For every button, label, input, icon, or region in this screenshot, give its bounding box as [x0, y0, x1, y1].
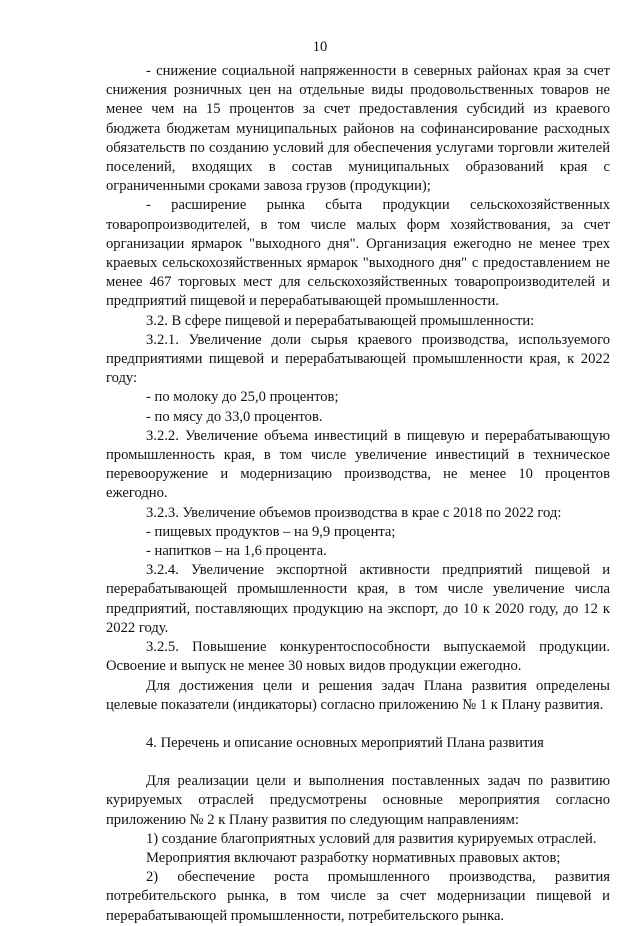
list-item-milk: - по молоку до 25,0 процентов;: [146, 389, 339, 406]
paragraph-main-activities: Для реализации цели и выполнения поставленных задач по развитию курируемых отраслей предусмотрены основные мероприятия согласно приложению № 2 к Плану развития по следующим направлениям:: [106, 773, 610, 828]
list-item-industrial-growth: 2) обеспечение роста промышленного производства, развития потребительского рынка, в том числе за счет модернизации пищевой и перерабатывающей промышленности, потребительского рынка.: [106, 869, 610, 924]
paragraph-reduce-social-tension: - снижение социальной напряженности в северных районах края за счет снижения розничных цен на отдельные виды продовольственных товаров не менее чем на 15 процентов за счет предоставления субсидий из краевого бюджета бюджетам муниципальных районов на софинансирование расходных обязательств по созданию условий для обеспечения услугами торговли жителей поселений, входящих в состав муниципальных образований края с ограниченными сроками завоза грузов (продукции);: [106, 63, 610, 195]
paragraph-3-2-1: 3.2.1. Увеличение доли сырья краевого производства, используемого предприятиями пищевой и перерабатывающей промышленности края, к 2022 году:: [106, 331, 610, 387]
paragraph-3-2-3: 3.2.3. Увеличение объемов производства в крае с 2018 по 2022 год:: [146, 504, 562, 521]
paragraph-3-2-5: 3.2.5. Повышение конкурентоспособности выпускаемой продукции. Освоение и выпуск не менее 30 новых видов продукции ежегодно.: [106, 639, 610, 675]
paragraph-regulatory-acts: Мероприятия включают разработку нормативных правовых актов;: [146, 849, 561, 866]
list-item-meat: - по мясу до 33,0 процентов.: [146, 408, 323, 425]
paragraph-3-2: 3.2. В сфере пищевой и перерабатывающей промышленности:: [146, 312, 535, 329]
page-number: 10: [312, 39, 328, 55]
paragraph-3-2-2: 3.2.2. Увеличение объема инвестиций в пищевую и перерабатывающую промышленность края, в том числе увеличение инвестиций в техническое перевооружение и модернизацию производства, не менее 10 процентов ежегодно.: [106, 427, 610, 502]
list-item-food-products: - пищевых продуктов – на 9,9 процента;: [146, 523, 396, 540]
list-item-drinks: - напитков – на 1,6 процента.: [146, 543, 327, 560]
paragraph-3-2-4: 3.2.4. Увеличение экспортной активности предприятий пищевой и перерабатывающей промышленности края, в том числе увеличение числа предприятий, поставляющих продукцию на экспорт, до 10 к 2020 году, до 12 к 2022 году.: [106, 562, 610, 636]
paragraph-expand-sales-market: - расширение рынка сбыта продукции сельскохозяйственных товаропроизводителей, в том числе малых форм хозяйствования, за счет организации ярмарок "выходного дня". Организация ежегодно не менее трех краевых сельскохозяйственных ярмарок "выходного дня" с предоставлением не менее 467 торговых мест для сельскохозяйственных товаропроизводителей и предприятий пищевой и перерабатывающей промышленности.: [106, 197, 610, 310]
paragraph-target-indicators: Для достижения цели и решения задач Плана развития определены целевые показатели (индикаторы) согласно приложению № 1 к Плану развития.: [106, 677, 610, 713]
list-item-favorable-conditions: 1) создание благоприятных условий для развития курируемых отраслей.: [146, 830, 597, 847]
section-heading: 4. Перечень и описание основных мероприятий Плана развития: [146, 734, 544, 751]
document-body: [106, 62, 610, 926]
